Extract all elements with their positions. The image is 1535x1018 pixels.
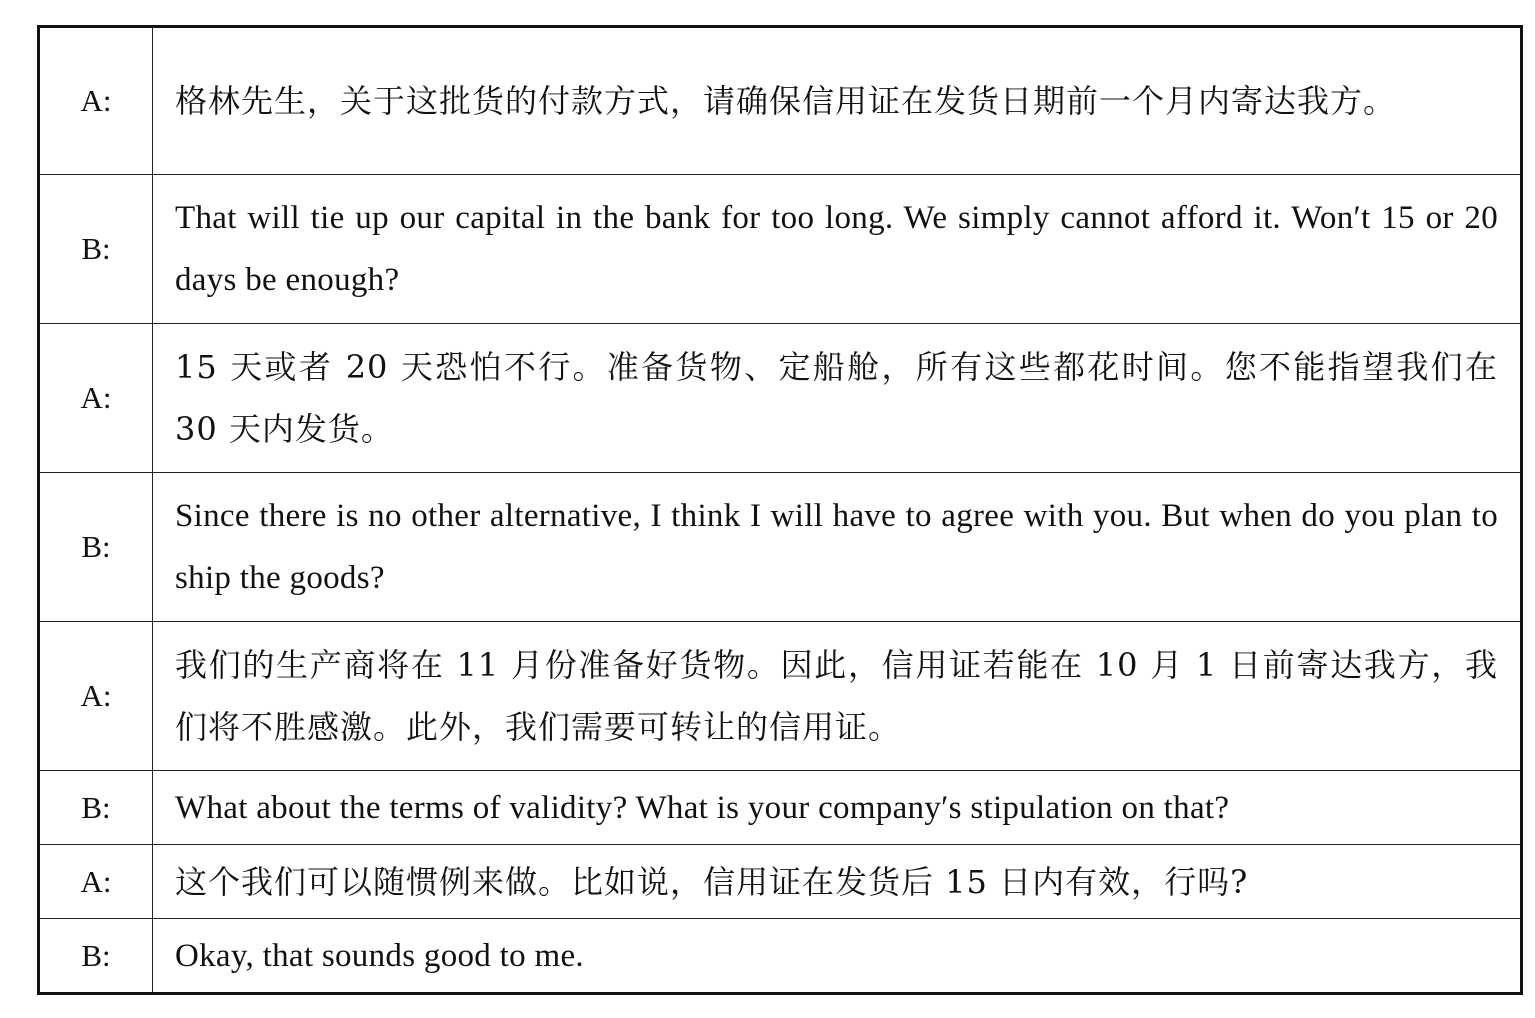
dialogue-line: What about the terms of validity? What is your company′s stipulation on that? [153, 771, 1522, 845]
dialogue-line: 格林先生，关于这批货的付款方式，请确保信用证在发货日期前一个月内寄达我方。 [153, 27, 1522, 175]
speaker-label: A: [39, 845, 153, 919]
speaker-label: B: [39, 473, 153, 622]
dialogue-row [39, 27, 1522, 175]
dialogue-line: Okay, that sounds good to me. [153, 919, 1522, 994]
dialogue-row [39, 622, 1522, 771]
dialogue-row [39, 175, 1522, 324]
speaker-label: B: [39, 771, 153, 845]
speaker-label: A: [39, 324, 153, 473]
dialogue-table [37, 25, 1523, 995]
dialogue-row [39, 324, 1522, 473]
dialogue-line: 我们的生产商将在 11 月份准备好货物。因此，信用证若能在 10 月 1 日前寄达我方，我们将不胜感激。此外，我们需要可转让的信用证。 [153, 622, 1522, 771]
dialogue-line: 15 天或者 20 天恐怕不行。准备货物、定船舱，所有这些都花时间。您不能指望我们在 30 天内发货。 [153, 324, 1522, 473]
dialogue-line: Since there is no other alternative, I think I will have to agree with you. But when do you plan to ship the goods? [153, 473, 1522, 622]
speaker-label: A: [39, 27, 153, 175]
dialogue-row [39, 919, 1522, 994]
dialogue-line: That will tie up our capital in the bank for too long. We simply cannot afford it. Won′t 15 or 20 days be enough? [153, 175, 1522, 324]
speaker-label: B: [39, 175, 153, 324]
speaker-label: B: [39, 919, 153, 994]
speaker-label: A: [39, 622, 153, 771]
dialogue-row [39, 771, 1522, 845]
dialogue-row [39, 845, 1522, 919]
dialogue-row [39, 473, 1522, 622]
dialogue-line: 这个我们可以随惯例来做。比如说，信用证在发货后 15 日内有效，行吗? [153, 845, 1522, 919]
